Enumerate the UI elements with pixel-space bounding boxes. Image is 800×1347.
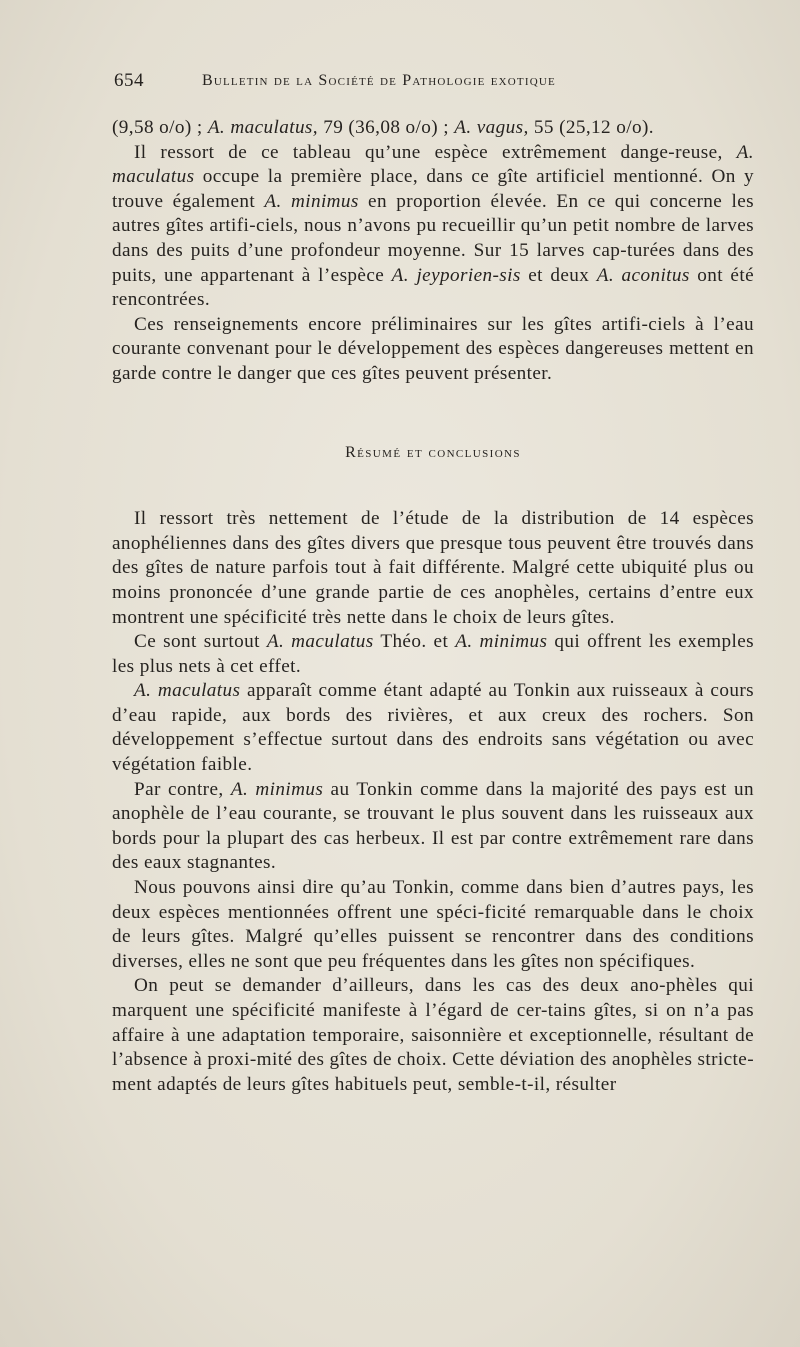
species-name: A. minimus — [264, 190, 359, 212]
page-number: 654 — [114, 70, 144, 91]
paragraphs-bottom — [112, 507, 754, 1097]
text-run: Ces renseignements encore préliminaires sur les gîtes artifi-ciels à l’eau courante convenant pour le développement des espèces dangereuses mettent en garde contre le danger que ces gîtes peuvent présenter. — [112, 313, 754, 384]
section-heading: Résumé et conclusions — [345, 443, 521, 461]
species-name: A. minimus — [230, 778, 324, 800]
species-name: A. maculatus — [134, 680, 241, 702]
text-run: Il ressort très nettement de l’étude de la distribution de 14 espèces anophéliennes dans des gîtes divers que presque tous peuvent être trouvés dans des gîtes de nature parfois tout à fait différente. Malgré cette ubiquité plus ou moins prononcée d’une grande partie de ces anophèles, certains d’entre eux montrent une spécificité très nette dans le choix de leurs gîtes. — [112, 508, 754, 628]
text-run: au Tonkin comme dans la majorité des pays est un anophèle de l’eau courante, se trouvant le plus souvent dans les ruisseaux aux bords pour la plupart des cas herbeux. Il est par contre extrêmement rare dans des eaux stagnantes. — [112, 778, 754, 874]
text-run: (9,58 o/o) ; — [112, 117, 208, 138]
text-run: 79 (36,08 o/o) ; — [318, 117, 455, 138]
paragraph — [112, 141, 754, 313]
page-header — [114, 70, 754, 98]
species-name: A. maculatus, — [207, 117, 319, 138]
text-run: Ce sont surtout — [134, 631, 267, 653]
text-run: On peut se demander d’ailleurs, dans les cas des deux ano-phèles qui marquent une spécificité manifeste à l’égard de cer-tains gîtes, si on n’a pas affaire à une adaptation temporaire, saisonnière et exceptionnelle, résultant de l’absence à proxi-mité des gîtes de choix. Cette déviation des anophèles stricte-ment adaptés de leurs gîtes habituels peut, semble-t-il, résulter — [112, 975, 754, 1095]
text-run: Par contre, — [134, 778, 231, 800]
species-name: A. minimus — [455, 631, 548, 653]
species-name: A. aconitus — [596, 264, 690, 286]
paragraph — [112, 313, 754, 387]
text-run: Il ressort de ce tableau qu’une espèce extrêmement dange-reuse, — [134, 141, 737, 163]
paragraph — [112, 876, 754, 974]
species-name: A. vagus, — [454, 117, 529, 138]
paragraph — [112, 507, 754, 630]
text-run: 55 (25,12 o/o). — [528, 117, 654, 138]
text-run: qui offrent les exemples les plus nets à cet effet. — [112, 631, 754, 677]
species-name: A. maculatus — [266, 631, 374, 653]
species-name: A. jeyporien-sis — [391, 264, 521, 286]
paragraphs-top — [112, 116, 754, 387]
paragraph — [112, 679, 754, 777]
species-name: A. maculatus — [112, 141, 754, 188]
text-run: occupe la première place, dans ce gîte artificiel mentionné. On y trouve également — [112, 166, 754, 212]
text-run: ont été rencontrées. — [112, 264, 754, 311]
running-title: Bulletin de la Société de Pathologie exotique — [202, 72, 556, 89]
text-run: et deux — [520, 264, 597, 286]
paragraph — [112, 778, 754, 876]
text-run: Théo. et — [373, 631, 456, 653]
paragraph — [112, 116, 754, 141]
paragraph — [112, 974, 754, 1097]
paragraph — [112, 630, 754, 679]
body-text — [112, 116, 754, 1097]
text-run: apparaît comme étant adapté au Tonkin aux ruisseaux à cours d’eau rapide, aux bords des rivières, et aux creux des rochers. Son développement s’effectue surtout dans des endroits sans végétation ou avec végétation faible. — [112, 680, 754, 776]
text-run: Nous pouvons ainsi dire qu’au Tonkin, comme dans bien d’autres pays, les deux espèces mentionnées offrent une spéci-ficité remarquable dans le choix de leurs gîtes. Malgré qu’elles puissent se rencontrer dans des conditions diverses, elles ne sont que peu fréquentes dans les gîtes non spécifiques. — [112, 877, 754, 972]
text-run: en proportion élevée. En ce qui concerne les autres gîtes artifi-ciels, nous n’avons pu recueillir qu’un petit nombre de larves dans des puits d’une profondeur moyenne. Sur 15 larves cap-turées dans des puits, une appartenant à l’espèce — [112, 190, 754, 286]
